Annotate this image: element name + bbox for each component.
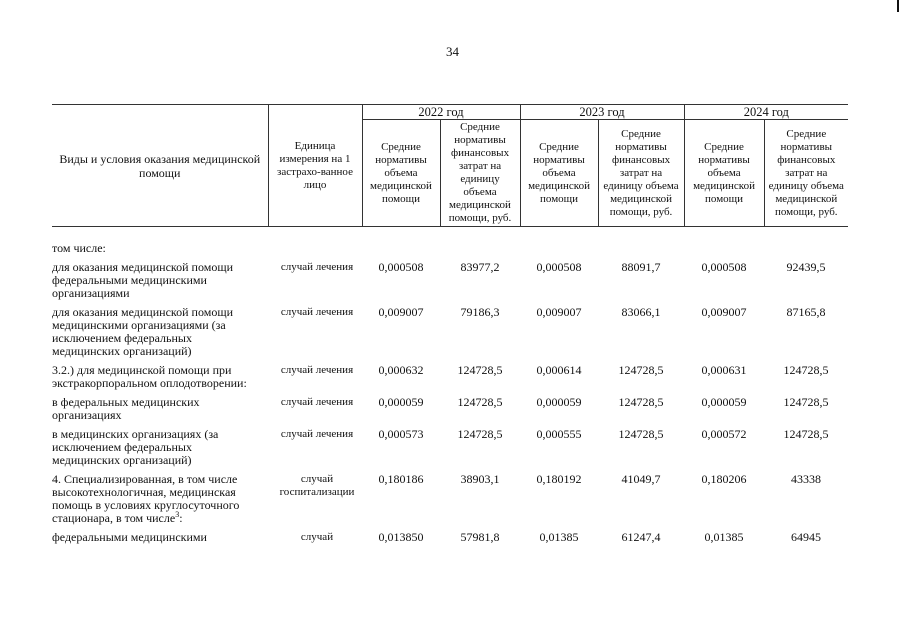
header-volume-2022: Средние нормативы объема медицинской помощи — [362, 120, 440, 227]
row-unit: случай — [300, 531, 334, 543]
row-cost-2022: 124728,5 — [457, 427, 503, 441]
norms-table — [52, 104, 848, 550]
row-volume-2022: 0,000573 — [378, 427, 424, 441]
row-cost-2024: 124728,5 — [783, 427, 829, 441]
row-unit: случай лечения — [280, 428, 354, 440]
spacer-row — [52, 227, 848, 243]
row-unit: случай лечения — [280, 396, 354, 408]
row-volume-2022: 0,180186 — [378, 472, 424, 486]
row-volume-2023: 0,000508 — [536, 260, 582, 274]
row-cost-2023: 124728,5 — [618, 427, 664, 441]
row-name — [52, 473, 268, 531]
row-volume-2023: 0,000555 — [536, 427, 582, 441]
row-name-suffix: : — [179, 511, 183, 525]
row-cost-2024: 87165,8 — [786, 305, 826, 319]
row-cost-2024: 64945 — [791, 530, 822, 544]
row-volume-2024: 0,000572 — [701, 427, 747, 441]
row-name: федеральными медицинскими — [52, 530, 207, 544]
table-row — [52, 428, 848, 473]
table-row — [52, 473, 848, 531]
row-cost-2024: 92439,5 — [786, 260, 826, 274]
row-volume-2023: 0,009007 — [536, 305, 582, 319]
row-cost-2022: 124728,5 — [457, 395, 503, 409]
row-name: для оказания медицинской помощи федеральными медицинскими организациями — [52, 260, 233, 300]
header-kind: Виды и условия оказания медицинской помощи — [52, 105, 268, 227]
row-volume-2024: 0,180206 — [701, 472, 747, 486]
row-name: в медицинских организациях (за исключением федеральных медицинских организаций) — [52, 427, 219, 467]
row-volume-2023 — [520, 242, 598, 261]
row-volume-2024: 0,000508 — [701, 260, 747, 274]
row-volume-2023: 0,000059 — [536, 395, 582, 409]
row-volume-2022: 0,009007 — [378, 305, 424, 319]
row-cost-2023: 124728,5 — [618, 363, 664, 377]
row-cost-2024: 43338 — [791, 472, 822, 486]
table-row — [52, 242, 848, 261]
table-row — [52, 396, 848, 428]
row-cost-2023: 61247,4 — [621, 530, 661, 544]
row-volume-2024: 0,009007 — [701, 305, 747, 319]
row-volume-2022: 0,000632 — [378, 363, 424, 377]
row-unit — [268, 242, 362, 261]
header-year-2022: 2022 год — [362, 105, 520, 120]
row-name: 3.2.) для медицинской помощи при экстракорпоральном оплодотворении: — [52, 363, 247, 390]
row-volume-2024 — [684, 242, 764, 261]
row-cost-2022: 83977,2 — [460, 260, 500, 274]
row-name: том числе: — [52, 241, 106, 255]
row-volume-2023: 0,01385 — [539, 530, 579, 544]
row-cost-2024 — [764, 242, 848, 261]
header-cost-2024: Средние нормативы финансовых затрат на единицу объема медицинской помощи, руб. — [764, 120, 848, 227]
row-unit: случай лечения — [280, 261, 354, 273]
header-volume-2023: Средние нормативы объема медицинской помощи — [520, 120, 598, 227]
row-name: в федеральных медицинских организациях — [52, 395, 200, 422]
row-volume-2024: 0,000059 — [701, 395, 747, 409]
table-row — [52, 261, 848, 306]
row-cost-2022: 57981,8 — [460, 530, 500, 544]
table-row — [52, 306, 848, 364]
header-cost-2022: Средние нормативы финансовых затрат на единицу объема медицинской помощи, руб. — [440, 120, 520, 227]
table-row — [52, 531, 848, 550]
row-volume-2022: 0,000059 — [378, 395, 424, 409]
header-cost-2023: Средние нормативы финансовых затрат на единицу объема медицинской помощи, руб. — [598, 120, 684, 227]
row-volume-2024: 0,000631 — [701, 363, 747, 377]
row-cost-2023 — [598, 242, 684, 261]
edge-mark — [897, 0, 899, 12]
row-volume-2024: 0,01385 — [704, 530, 744, 544]
row-cost-2023: 41049,7 — [621, 472, 661, 486]
row-cost-2023: 88091,7 — [621, 260, 661, 274]
row-volume-2023: 0,000614 — [536, 363, 582, 377]
page-number: 34 — [446, 44, 459, 59]
row-volume-2022 — [362, 242, 440, 261]
row-name-text: 4. Специализированная, в том числе высокотехнологичная, медицинская помощь в условиях круглосуточного стационара, в том числе — [52, 472, 240, 525]
row-cost-2023: 124728,5 — [618, 395, 664, 409]
row-volume-2023: 0,180192 — [536, 472, 582, 486]
row-cost-2023: 83066,1 — [621, 305, 661, 319]
header-year-2023: 2023 год — [520, 105, 684, 120]
row-cost-2022: 38903,1 — [460, 472, 500, 486]
row-volume-2022: 0,000508 — [378, 260, 424, 274]
row-unit: случай лечения — [280, 364, 354, 376]
header-volume-2024: Средние нормативы объема медицинской помощи — [684, 120, 764, 227]
header-year-2024: 2024 год — [684, 105, 848, 120]
row-cost-2024: 124728,5 — [783, 363, 829, 377]
footnote-mark: 3 — [175, 510, 180, 519]
table-row — [52, 364, 848, 396]
row-unit: случай госпитализации — [279, 473, 355, 498]
header-unit: Единица измерения на 1 застрахо-ванное лицо — [268, 105, 362, 227]
row-cost-2022: 79186,3 — [460, 305, 500, 319]
row-cost-2022: 124728,5 — [457, 363, 503, 377]
row-volume-2022: 0,013850 — [378, 530, 424, 544]
row-name: для оказания медицинской помощи медицинскими организациями (за исключением федеральных медицинских организаций) — [52, 305, 233, 358]
row-cost-2022 — [440, 242, 520, 261]
row-cost-2024: 124728,5 — [783, 395, 829, 409]
row-unit: случай лечения — [280, 306, 354, 318]
